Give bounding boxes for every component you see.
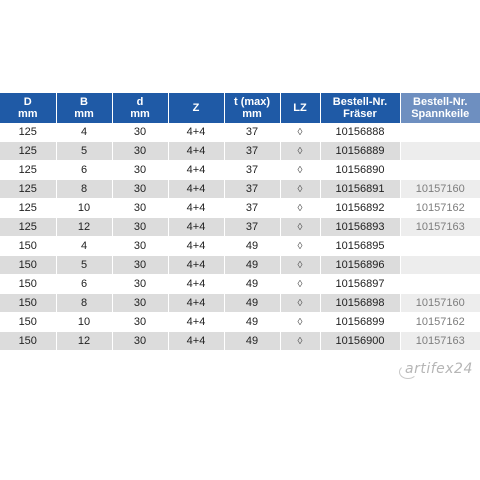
cell-bore: 30: [112, 275, 168, 294]
header-z: Z: [168, 93, 224, 123]
cell-lz: ◊: [280, 199, 320, 218]
header-order-cutter: Bestell-Nr. Fräser: [320, 93, 400, 123]
cell-bore: 30: [112, 180, 168, 199]
cell-b: 12: [56, 218, 112, 237]
cell-d: 125: [0, 199, 56, 218]
cell-lz: ◊: [280, 180, 320, 199]
cell-bore: 30: [112, 161, 168, 180]
cell-d: 125: [0, 180, 56, 199]
cell-order-wedges: 10157160: [400, 180, 480, 199]
cell-z: 4+4: [168, 123, 224, 142]
cell-b: 10: [56, 313, 112, 332]
header-bore: d mm: [112, 93, 168, 123]
cell-order-wedges: [400, 142, 480, 161]
cell-order-cutter: 10156890: [320, 161, 400, 180]
cell-tmax: 37: [224, 161, 280, 180]
cell-z: 4+4: [168, 161, 224, 180]
header-b: B mm: [56, 93, 112, 123]
cell-tmax: 37: [224, 142, 280, 161]
cell-lz: ◊: [280, 142, 320, 161]
cell-order-wedges: 10157163: [400, 218, 480, 237]
cell-b: 6: [56, 275, 112, 294]
spec-table-wrapper: [0, 93, 480, 351]
cell-tmax: 37: [224, 218, 280, 237]
header-lz: LZ: [280, 93, 320, 123]
cell-order-cutter: 10156900: [320, 332, 400, 351]
cell-z: 4+4: [168, 294, 224, 313]
cell-b: 8: [56, 180, 112, 199]
cell-tmax: 49: [224, 256, 280, 275]
cell-order-wedges: [400, 123, 480, 142]
cell-bore: 30: [112, 256, 168, 275]
cell-bore: 30: [112, 123, 168, 142]
cell-order-wedges: 10157163: [400, 332, 480, 351]
cell-order-wedges: 10157162: [400, 199, 480, 218]
cell-lz: ◊: [280, 218, 320, 237]
cell-order-wedges: [400, 237, 480, 256]
table-row: [0, 199, 480, 218]
cell-b: 5: [56, 142, 112, 161]
table-row: [0, 161, 480, 180]
table-row: [0, 123, 480, 142]
cell-tmax: 49: [224, 237, 280, 256]
cell-order-cutter: 10156895: [320, 237, 400, 256]
watermark-text: artifex24: [405, 361, 473, 377]
cell-order-wedges: 10157160: [400, 294, 480, 313]
cell-lz: ◊: [280, 123, 320, 142]
table-row: [0, 332, 480, 351]
logo-swoosh-icon: [399, 365, 417, 379]
cell-lz: ◊: [280, 161, 320, 180]
cell-lz: ◊: [280, 275, 320, 294]
cell-order-cutter: 10156898: [320, 294, 400, 313]
table-row: [0, 256, 480, 275]
cell-b: 4: [56, 237, 112, 256]
cell-lz: ◊: [280, 237, 320, 256]
cell-bore: 30: [112, 237, 168, 256]
cell-order-wedges: [400, 275, 480, 294]
cell-order-wedges: [400, 256, 480, 275]
cell-order-cutter: 10156888: [320, 123, 400, 142]
cell-b: 10: [56, 199, 112, 218]
cell-lz: ◊: [280, 332, 320, 351]
cell-d: 125: [0, 123, 56, 142]
artifex24-logo: [405, 361, 473, 377]
cell-bore: 30: [112, 294, 168, 313]
cell-z: 4+4: [168, 332, 224, 351]
cell-z: 4+4: [168, 313, 224, 332]
cell-order-cutter: 10156897: [320, 275, 400, 294]
cell-z: 4+4: [168, 180, 224, 199]
table-row: [0, 142, 480, 161]
table-row: [0, 275, 480, 294]
cell-lz: ◊: [280, 256, 320, 275]
cell-lz: ◊: [280, 313, 320, 332]
cell-order-cutter: 10156892: [320, 199, 400, 218]
cell-d: 150: [0, 237, 56, 256]
cell-order-cutter: 10156889: [320, 142, 400, 161]
header-row: [0, 93, 480, 123]
table-row: [0, 218, 480, 237]
cell-z: 4+4: [168, 275, 224, 294]
cell-z: 4+4: [168, 142, 224, 161]
cell-order-cutter: 10156891: [320, 180, 400, 199]
table-row: [0, 294, 480, 313]
cell-d: 150: [0, 256, 56, 275]
cell-order-cutter: 10156893: [320, 218, 400, 237]
cell-bore: 30: [112, 313, 168, 332]
cell-tmax: 49: [224, 313, 280, 332]
cell-bore: 30: [112, 218, 168, 237]
table-row: [0, 180, 480, 199]
cell-bore: 30: [112, 332, 168, 351]
header-tmax: t (max) mm: [224, 93, 280, 123]
cell-tmax: 37: [224, 180, 280, 199]
cell-order-wedges: 10157162: [400, 313, 480, 332]
cell-b: 5: [56, 256, 112, 275]
cell-lz: ◊: [280, 294, 320, 313]
cell-tmax: 37: [224, 199, 280, 218]
cell-z: 4+4: [168, 218, 224, 237]
cell-bore: 30: [112, 142, 168, 161]
cell-z: 4+4: [168, 237, 224, 256]
cell-b: 6: [56, 161, 112, 180]
cell-tmax: 49: [224, 294, 280, 313]
cell-d: 125: [0, 161, 56, 180]
cell-z: 4+4: [168, 199, 224, 218]
cell-b: 12: [56, 332, 112, 351]
cell-tmax: 49: [224, 275, 280, 294]
cell-d: 150: [0, 294, 56, 313]
spec-table: [0, 93, 480, 351]
cell-b: 8: [56, 294, 112, 313]
cell-d: 150: [0, 275, 56, 294]
cell-z: 4+4: [168, 256, 224, 275]
cell-d: 150: [0, 332, 56, 351]
cell-d: 125: [0, 142, 56, 161]
cell-b: 4: [56, 123, 112, 142]
cell-tmax: 37: [224, 123, 280, 142]
cell-tmax: 49: [224, 332, 280, 351]
cell-d: 150: [0, 313, 56, 332]
cell-order-cutter: 10156896: [320, 256, 400, 275]
table-row: [0, 313, 480, 332]
cell-order-cutter: 10156899: [320, 313, 400, 332]
cell-order-wedges: [400, 161, 480, 180]
header-order-wedges: Bestell-Nr. Spannkeile: [400, 93, 480, 123]
cell-bore: 30: [112, 199, 168, 218]
header-d: D mm: [0, 93, 56, 123]
cell-d: 125: [0, 218, 56, 237]
table-row: [0, 237, 480, 256]
